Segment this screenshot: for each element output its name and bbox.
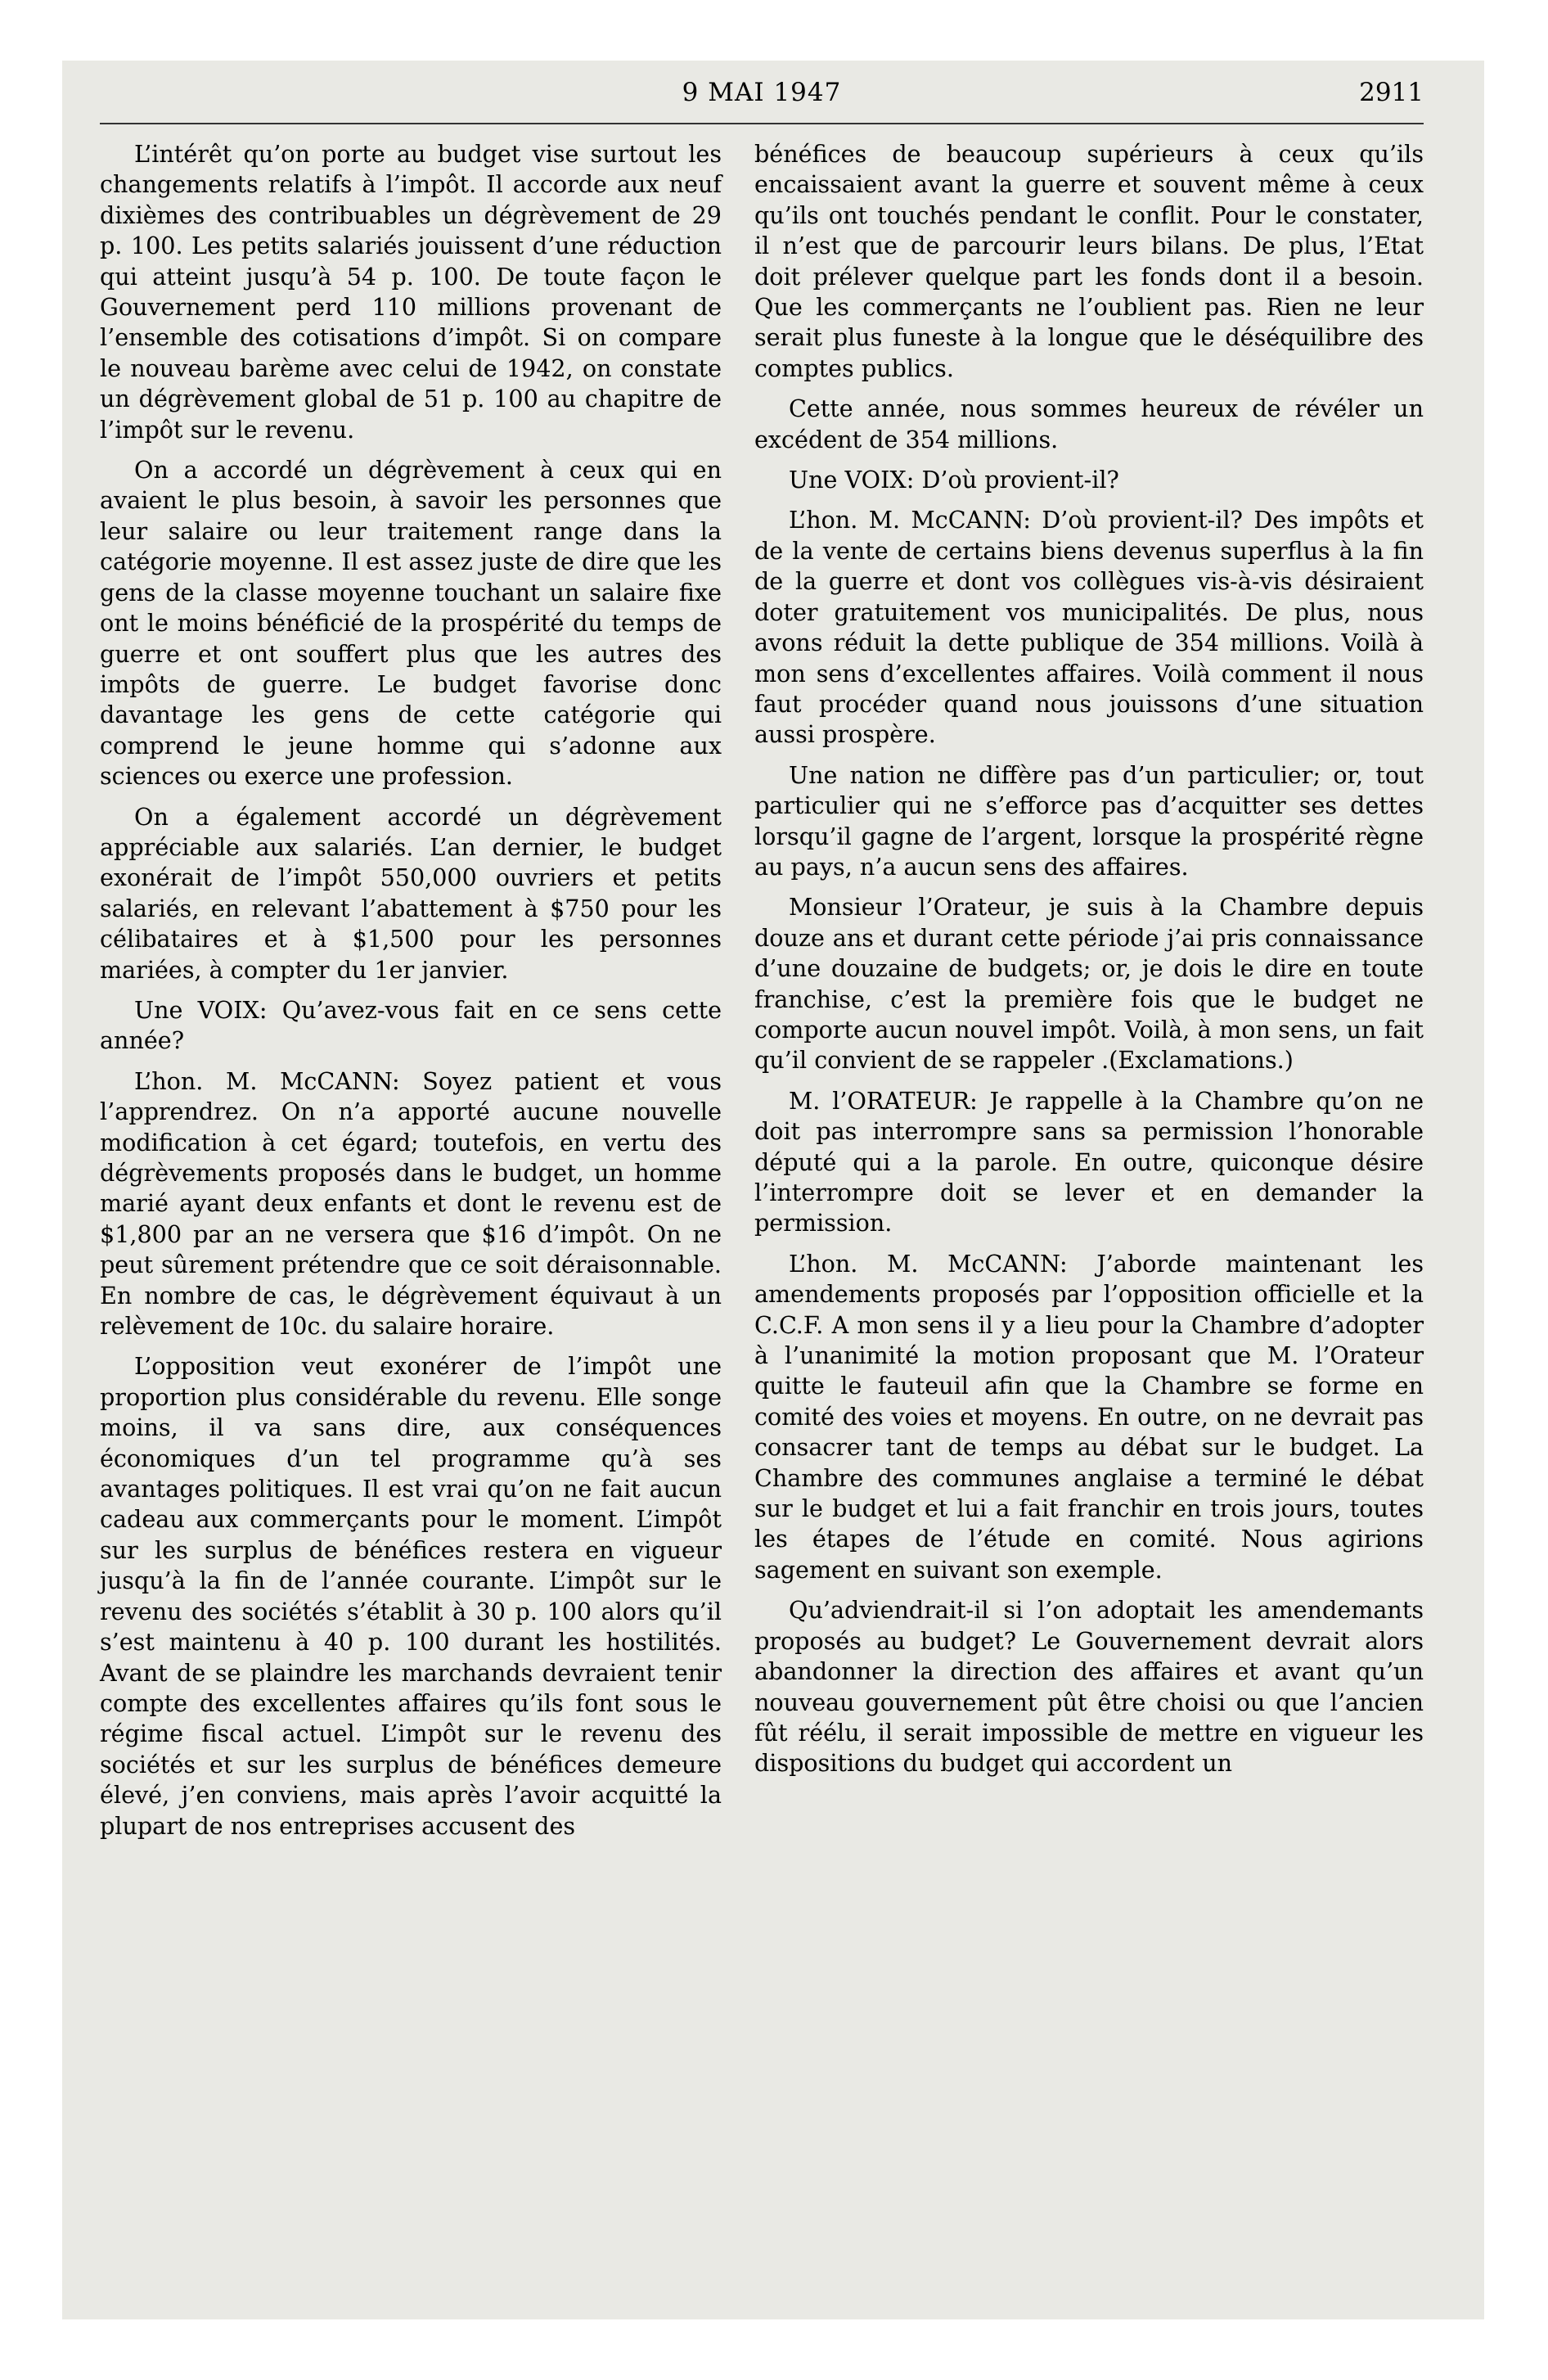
paragraph: Une VOIX: Qu’avez-vous fait en ce sens cette année? bbox=[100, 995, 722, 1055]
page-number: 2911 bbox=[1359, 78, 1424, 107]
paragraph: L’hon. M. McCANN: Soyez patient et vous l’apprendrez. On n’a apporté aucune nouvelle modification à cet égard; toutefois, en vertu des dégrèvements proposés dans le budget, un homme marié ayant deux enfants et dont le revenu est de $1,800 par an ne versera que $16 d’impôt. On ne peut sûrement prétendre que ce soit déraisonnable. En nombre de cas, le dégrèvement équivaut à un relèvement de 10c. du salaire horaire. bbox=[100, 1066, 722, 1341]
paragraph: On a accordé un dégrèvement à ceux qui en avaient le plus besoin, à savoir les personnes que leur salaire ou leur traitement range dans la catégorie moyenne. Il est assez juste de dire que les gens de la classe moyenne touchant un salaire fixe ont le moins bénéficié de la prospérité du temps de guerre et ont souffert plus que les autres des impôts de guerre. Le budget favorise donc davantage les gens de cette catégorie qui comprend le jeune homme qui s’adonne aux sciences ou exerce une profession. bbox=[100, 456, 722, 791]
paragraph: L’opposition veut exonérer de l’impôt une proportion plus considérable du revenu. Elle songe moins, il va sans dire, aux conséquences économiques d’un tel programme qu’à ses avantages politiques. Il est vrai qu’on ne fait aucun cadeau aux commerçants pour le moment. L’impôt sur les surplus de bénéfices restera en vigueur jusqu’à la fin de l’année courante. L’impôt sur le revenu des sociétés s’établit à 30 p. 100 alors qu’il s’est maintenu à 40 p. 100 durant les hostilités. Avant de se plaindre les marchands devraient tenir compte des excellentes affaires qu’ils font sous le régime fiscal actuel. L’impôt sur le revenu des sociétés et sur les surplus de bénéfices demeure élevé, j’en conviens, mais après l’avoir acquitté la plupart de nos entreprises accusent des bbox=[100, 1352, 722, 1840]
paragraph: Qu’adviendrait-il si l’on adoptait les amendemants proposés au budget? Le Gouvernement devrait alors abandonner la direction des affaires et avant qu’un nouveau gouvernement pût être choisi ou que l’ancien fût réélu, il serait impossible de mettre en vigueur les dispositions du budget qui accordent un bbox=[754, 1596, 1424, 1778]
paragraph: Une nation ne diffère pas d’un particulier; or, tout particulier qui ne s’efforce pas d’acquitter ses dettes lorsqu’il gagne de l’argent, lorsque la prospérité règne au pays, n’a aucun sens des affaires. bbox=[754, 760, 1424, 881]
paragraph: Monsieur l’Orateur, je suis à la Chambre depuis douze ans et durant cette période j’ai pris connaissance d’une douzaine de budgets; or, je dois le dire en toute franchise, c’est la première fois que le budget ne comporte aucun nouvel impôt. Voilà, à mon sens, un fait qu’il convient de se rappeler .(Exclamations.) bbox=[754, 893, 1424, 1075]
paragraph: M. l’ORATEUR: Je rappelle à la Chambre qu’on ne doit pas interrompre sans sa permission l’honorable député qui a la parole. En outre, quiconque désire l’interrompre doit se lever et en demander la permission. bbox=[754, 1086, 1424, 1237]
paragraph: Une VOIX: D’où provient-il? bbox=[789, 466, 1119, 494]
page-header bbox=[100, 78, 1424, 110]
header-date: 9 MAI 1947 bbox=[682, 78, 842, 107]
header-rule bbox=[100, 123, 1424, 124]
paragraph: On a également accordé un dégrèvement appréciable aux salariés. L’an dernier, le budget exonérait de l’impôt 550,000 ouvriers et petits salariés, en relevant l’abattement à $750 pour les célibataires et à $1,500 pour les personnes mariées, à compter du 1er janvier. bbox=[100, 802, 722, 984]
paragraph: L’intérêt qu’on porte au budget vise surtout les changements relatifs à l’impôt. Il accorde aux neuf dixièmes des contribuables un dégrèvement de 29 p. 100. Les petits salariés jouissent d’une réduction qui atteint jusqu’à 54 p. 100. De toute façon le Gouvernement perd 110 millions provenant de l’ensemble des cotisations d’impôt. Si on compare le nouveau barème avec celui de 1942, on constate un dégrèvement global de 51 p. 100 au chapitre de l’impôt sur le revenu. bbox=[100, 140, 722, 444]
left-column bbox=[100, 139, 722, 1851]
paragraph: bénéfices de beaucoup supérieurs à ceux qu’ils encaissaient avant la guerre et souvent même à ceux qu’ils ont touchés pendant le conflit. Pour le constater, il n’est que de parcourir leurs bilans. De plus, l’Etat doit prélever quelque part les fonds dont il a besoin. Que les commerçants ne l’oublient pas. Rien ne leur serait plus funeste à la longue que le déséquilibre des comptes publics. bbox=[754, 140, 1424, 382]
paragraph: Cette année, nous sommes heureux de révéler un excédent de 354 millions. bbox=[754, 394, 1424, 453]
right-column bbox=[754, 139, 1424, 1789]
paragraph: L’hon. M. McCANN: J’aborde maintenant les amendements proposés par l’opposition officielle et la C.C.F. A mon sens il y a lieu pour la Chambre d’adopter à l’unanimité la motion proposant que M. l’Orateur quitte le fauteuil afin que la Chambre se forme en comité des voies et moyens. En outre, on ne devrait pas consacrer tant de temps au débat sur le budget. La Chambre des communes anglaise a terminé le débat sur le budget et lui a fait franchir en trois jours, toutes les étapes de l’étude en comité. Nous agirions sagement en suivant son exemple. bbox=[754, 1249, 1424, 1584]
paragraph: L’hon. M. McCANN: D’où provient-il? Des impôts et de la vente de certains biens devenus superflus à la fin de la guerre et dont vos collègues vis-à-vis désiraient doter gratuitement vos municipalités. De plus, nous avons réduit la dette publique de 354 millions. Voilà à mon sens d’excellentes affaires. Voilà comment il nous faut procéder quand nous jouissons d’une situation aussi prospère. bbox=[754, 506, 1424, 749]
